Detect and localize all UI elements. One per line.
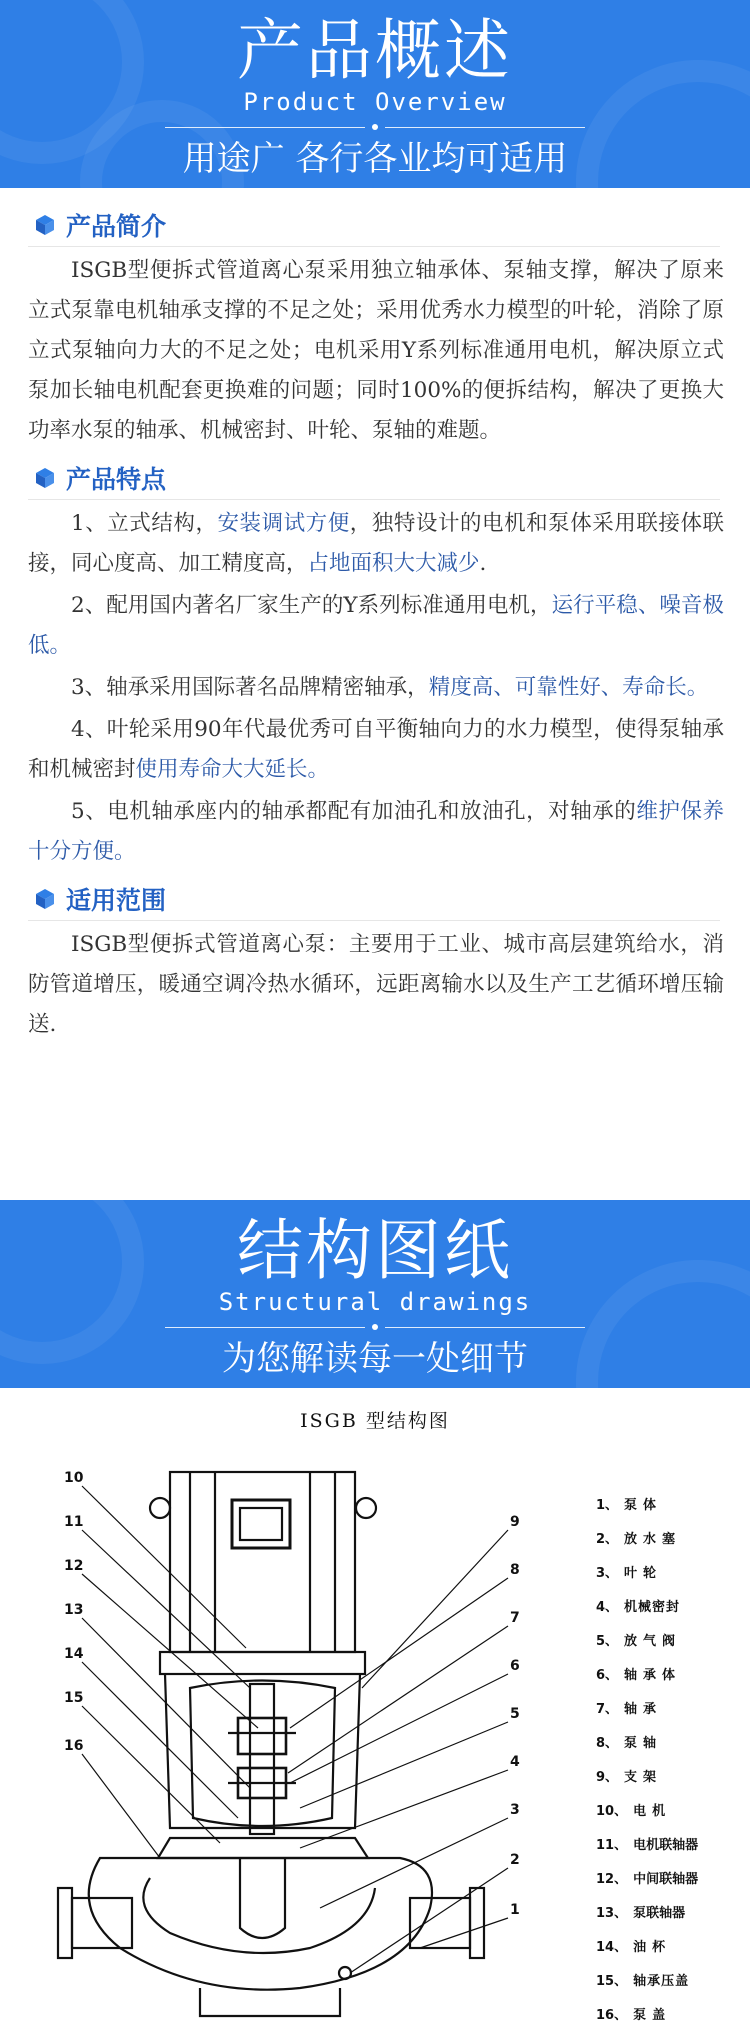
svg-text:6: 6 [510,1658,520,1674]
overview-banner [0,0,750,188]
legend-item: 16、 泵盖 [596,2008,672,2023]
cube-icon [34,888,56,910]
overview-tagline: 用途广 各行各业均可适用 [182,139,568,179]
legend-item: 3、 叶轮 [596,1566,663,1581]
parts-legend [596,1494,698,2038]
overview-title: 产品概述 [237,12,513,89]
section-heading-features [0,457,750,499]
legend-item: 4、 机械密封 [596,1600,681,1615]
structure-tagline: 为您解读每一处细节 [222,1339,528,1379]
svg-text:2: 2 [510,1852,520,1868]
legend-item: 5、 放气阀 [596,1634,682,1649]
drawing-title: ISGB 型结构图 [300,1410,450,1432]
section-heading-scope [0,878,750,920]
svg-text:7: 7 [510,1610,520,1626]
svg-text:13: 13 [64,1602,84,1618]
section-heading-label: 产品简介 [66,212,167,241]
cube-icon [34,467,56,489]
svg-text:14: 14 [64,1646,84,1662]
svg-text:16: 16 [64,1738,84,1754]
feature-item: 1、立式结构，安装调试方便，独特设计的电机和泵体采用联接体联接，同心度高、加工精度高，占地面积大大减少. [28,511,724,576]
feature-item: 3、轴承采用国际著名品牌精密轴承，精度高、可靠性好、寿命长。 [71,675,709,700]
svg-text:9: 9 [510,1514,520,1530]
feature-item: 5、电机轴承座内的轴承都配有加油孔和放油孔，对轴承的维护保养十分方便。 [28,799,724,864]
legend-item: 15、 轴承压盖 [596,1974,690,1989]
section-heading-label: 产品特点 [66,465,167,494]
legend-item: 10、 电机 [596,1804,672,1819]
legend-item: 8、 泵轴 [596,1736,663,1751]
svg-text:4: 4 [510,1754,520,1770]
structure-banner [0,1200,750,1388]
svg-text:5: 5 [510,1706,520,1722]
divider [165,1322,585,1332]
scope-text: ISGB型便拆式管道离心泵：主要用于工业、城市高层建筑给水，消防管道增压，暖通空调冷热水循环，远距离输水以及生产工艺循环增压输送. [28,932,724,1037]
svg-text:12: 12 [64,1558,84,1574]
legend-item: 11、 电机联轴器 [596,1838,699,1853]
legend-item: 14、 油杯 [596,1940,672,1955]
overview-subtitle-en: Product Overview [243,88,507,116]
pump-cross-section-illustration [0,1388,560,2028]
divider [165,122,585,132]
intro-text: ISGB型便拆式管道离心泵采用独立轴承体、泵轴支撑，解决了原来立式泵靠电机轴承支撑的不足之处；采用优秀水力模型的叶轮，消除了原立式泵轴向力大的不足之处；电机采用Y系列标准通用电机，解决原立式泵加长轴电机配套更换难的问题；同时100%的便拆结构，解决了更换大功率水泵的轴承、机械密封、叶轮、泵轴的难题。 [28,258,724,443]
feature-item: 2、配用国内著名厂家生产的Y系列标准通用电机，运行平稳、噪音极低。 [28,593,724,658]
structure-title: 结构图纸 [237,1212,513,1289]
legend-item: 7、 轴承 [596,1702,663,1717]
section-heading-label: 适用范围 [66,886,167,915]
structure-subtitle-en: Structural drawings [218,1288,532,1316]
legend-item: 13、 泵联轴器 [596,1906,686,1921]
structure-drawing [0,1388,750,2028]
svg-text:3: 3 [510,1802,520,1818]
legend-item: 6、 轴承体 [596,1668,682,1683]
feature-item: 4、叶轮采用90年代最优秀可自平衡轴向力的水力模型，使得泵轴承和机械密封使用寿命大大延长。 [28,717,724,782]
svg-text:11: 11 [64,1514,84,1530]
svg-text:1: 1 [510,1902,520,1918]
svg-text:15: 15 [64,1690,84,1706]
cube-icon [34,214,56,236]
section-heading-intro [0,204,750,246]
legend-item: 1、 泵体 [596,1498,663,1513]
svg-text:10: 10 [64,1470,84,1486]
legend-item: 2、 放水塞 [596,1532,682,1547]
feature-list [0,504,750,872]
svg-text:8: 8 [510,1562,520,1578]
legend-item: 9、 支架 [596,1770,663,1785]
legend-item: 12、 中间联轴器 [596,1872,699,1887]
